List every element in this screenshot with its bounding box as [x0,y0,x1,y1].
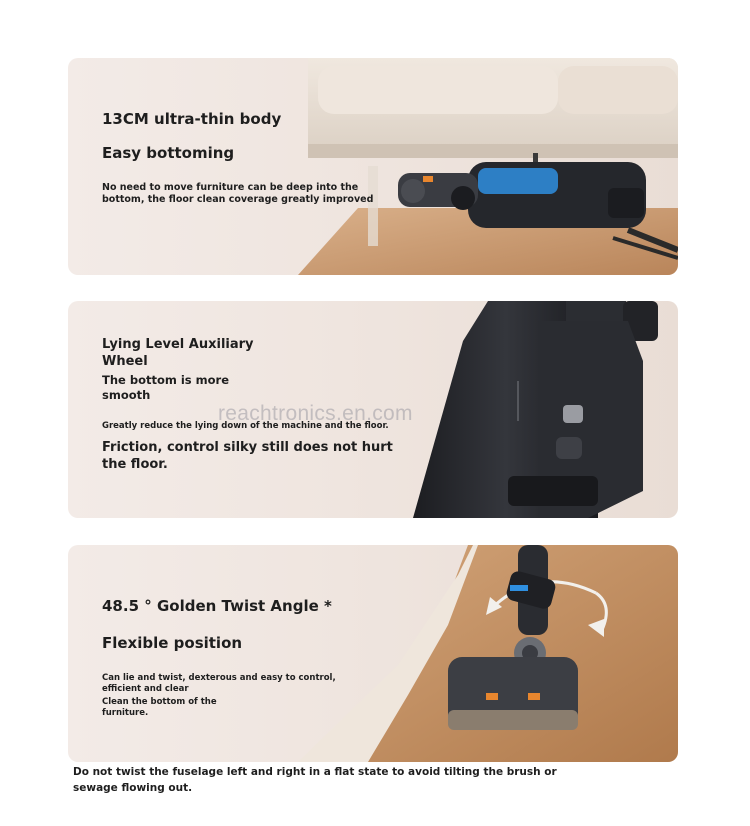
vacuum-twist-image [68,545,678,762]
usage-note: Do not twist the fuselage left and right in a flat state to avoid tilting the brush or sewage flowing out. [73,766,557,794]
panel3-title: 48.5 ° Golden Twist Angle * [102,597,332,615]
panel2-body: Friction, control silky still does not hurt the floor. [102,440,393,472]
panel3-small-text-1: Can lie and twist, dexterous and easy to control, efficient and clear [102,673,336,694]
feature-panel-ultra-thin [68,58,678,275]
vacuum-under-sofa-image [68,58,678,275]
feature-panel-twist-angle [68,545,678,762]
panel1-title: 13CM ultra-thin body [102,110,282,128]
panel3-small-text-2: Clean the bottom of the furniture. [102,697,217,718]
panel3-subtitle: Flexible position [102,634,243,652]
panel1-subtitle: Easy bottoming [102,144,235,162]
panel2-subtitle-line1: The bottom is more [102,373,229,387]
watermark: reachtronics.en.com [218,402,413,425]
panel2-small-text: Greatly reduce the lying down of the machine and the floor. [102,421,389,431]
panel2-title-line1: Lying Level Auxiliary [102,337,254,352]
panel2-title-line2: Wheel [102,354,148,369]
panel2-subtitle-line2: smooth [102,388,151,402]
panel1-body: No need to move furniture can be deep into the bottom, the floor clean coverage greatly improved [102,182,374,205]
